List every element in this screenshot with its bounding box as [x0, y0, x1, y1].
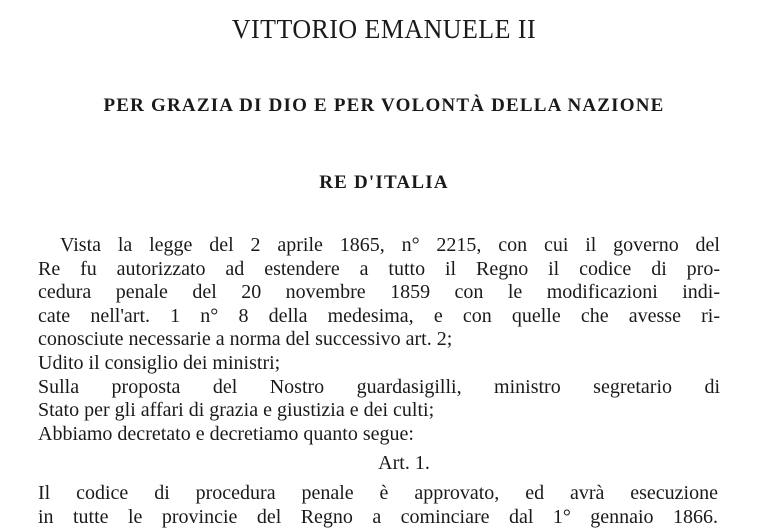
preamble-line: Stato per gli affari di grazia e giustizia e dei culti; — [38, 399, 435, 422]
preamble-line: Udito il consiglio dei ministri; — [38, 351, 281, 374]
preamble-line: cate nell'art. 1 n° 8 della medesima, e con quelle che avesse ri- — [38, 304, 720, 327]
preamble-line: Sulla proposta del Nostro guardasigilli, ministro segretario di — [38, 375, 720, 398]
sovereign-name: VITTORIO EMANUELE II — [231, 14, 537, 44]
preamble-line: conosciute necessarie a norma del successivo art. 2; — [38, 328, 453, 351]
preamble-line: Vista la legge del 2 aprile 1865, n° 2215, con cui il governo del — [60, 234, 720, 256]
grace-formula: PER GRAZIA DI DIO E PER VOLONTÀ DELLA NAZIONE — [103, 95, 665, 116]
preamble-line: cedura penale del 20 novembre 1859 con le modificazioni indi- — [38, 281, 720, 304]
preamble-line: Re fu autorizzato ad estendere a tutto il Regno il codice di pro- — [38, 257, 720, 280]
article-line: Il codice di procedura penale è approvato, ed avrà esecuzione — [38, 482, 718, 504]
preamble — [38, 234, 720, 446]
royal-title: RE D'ITALIA — [319, 172, 449, 193]
preamble-line: Abbiamo decretato e decretiamo quanto segue: — [38, 422, 414, 445]
article-body — [38, 482, 718, 529]
article-heading: Art. 1. — [378, 452, 430, 474]
article-line: in tutte le provincie del Regno a cominciare dal 1° gennaio 1866. — [38, 505, 718, 528]
